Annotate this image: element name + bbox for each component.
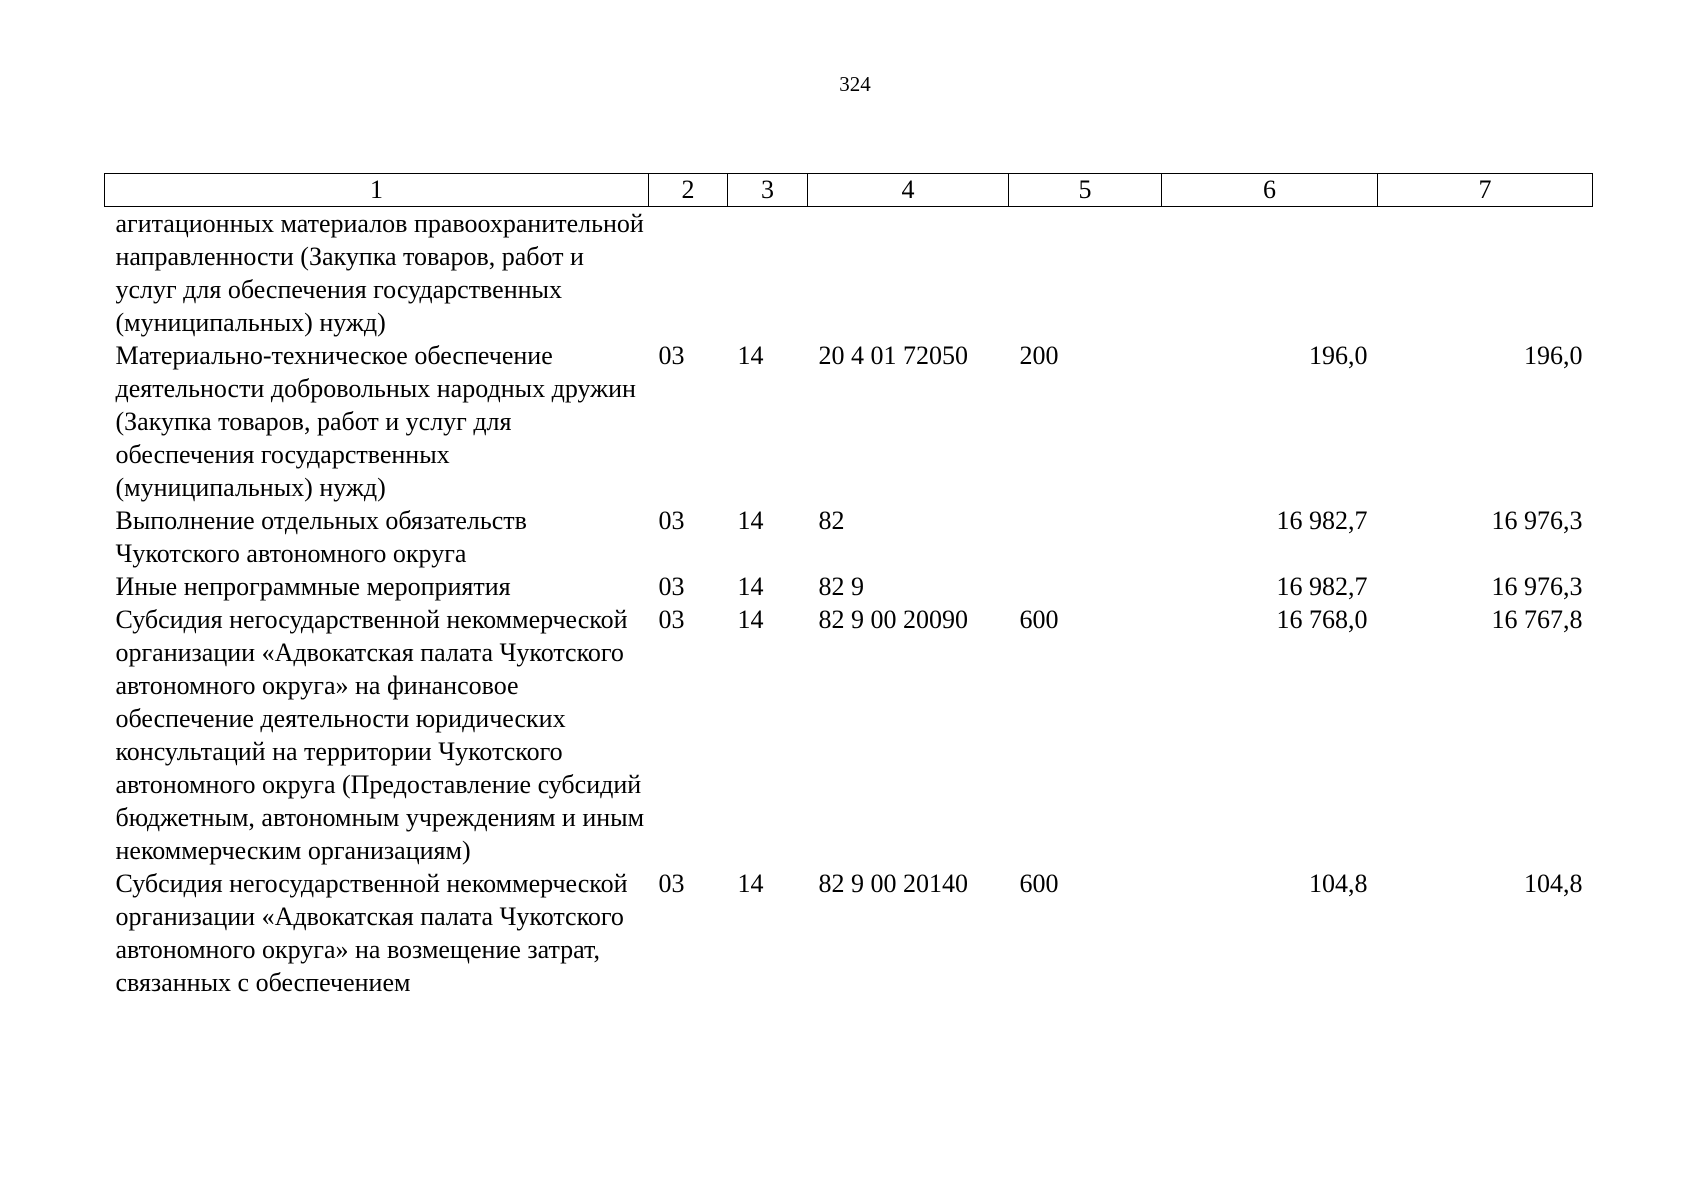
header-col-6: 6 bbox=[1162, 174, 1378, 207]
header-col-3: 3 bbox=[728, 174, 808, 207]
header-col-4: 4 bbox=[808, 174, 1009, 207]
row-target-article bbox=[808, 207, 1009, 340]
row-amount-col6: 196,0 bbox=[1309, 341, 1368, 370]
row-description: Выполнение отдельных обязательств Чукотского автономного округа bbox=[115, 506, 527, 568]
row-amount-col7: 16 976,3 bbox=[1491, 572, 1583, 601]
row-section bbox=[649, 207, 728, 340]
row-amount-col6 bbox=[1162, 207, 1378, 340]
budget-table bbox=[104, 173, 1593, 999]
row-amount-col6: 16 982,7 bbox=[1276, 506, 1368, 535]
row-amount-col7: 104,8 bbox=[1524, 869, 1583, 898]
row-target-article: 82 9 bbox=[818, 572, 864, 601]
table-header bbox=[105, 174, 1593, 207]
header-row bbox=[105, 174, 1593, 207]
row-expense-type: 200 bbox=[1019, 341, 1059, 370]
row-subsection: 14 bbox=[737, 869, 764, 898]
row-amount-col7: 16 976,3 bbox=[1491, 506, 1583, 535]
table-row bbox=[105, 339, 1593, 504]
table-row bbox=[105, 603, 1593, 867]
row-section: 03 bbox=[658, 869, 685, 898]
row-subsection: 14 bbox=[737, 605, 764, 634]
row-subsection: 14 bbox=[737, 506, 764, 535]
row-expense-type bbox=[1009, 570, 1162, 603]
row-expense-type: 600 bbox=[1019, 605, 1059, 634]
row-target-article: 82 9 00 20140 bbox=[818, 869, 968, 898]
table-row bbox=[105, 207, 1593, 340]
row-description: Субсидия негосударственной некоммерческой организации «Адвокатская палата Чукотского автономного округа» на возмещение затрат, связанных с обеспечением bbox=[115, 869, 628, 997]
row-description: Иные непрограммные мероприятия bbox=[115, 572, 511, 601]
row-target-article: 20 4 01 72050 bbox=[818, 341, 968, 370]
row-section: 03 bbox=[658, 506, 685, 535]
header-col-5: 5 bbox=[1009, 174, 1162, 207]
row-subsection: 14 bbox=[737, 572, 764, 601]
row-section: 03 bbox=[658, 341, 685, 370]
row-subsection bbox=[728, 207, 808, 340]
row-expense-type bbox=[1009, 504, 1162, 570]
row-amount-col6: 104,8 bbox=[1309, 869, 1368, 898]
table-body bbox=[105, 207, 1593, 1000]
header-col-2: 2 bbox=[649, 174, 728, 207]
row-subsection: 14 bbox=[737, 341, 764, 370]
row-description: Субсидия негосударственной некоммерческой организации «Адвокатская палата Чукотского автономного округа» на финансовое обеспечение деятельности юридических консультаций на территории Чукотского автономного округа (Предоставление субсидий бюджетным, автономным учреждениям и иным некоммерческим организациям) bbox=[115, 605, 645, 865]
row-expense-type bbox=[1009, 207, 1162, 340]
row-section: 03 bbox=[658, 605, 685, 634]
row-target-article: 82 bbox=[818, 506, 845, 535]
row-amount-col7: 16 767,8 bbox=[1491, 605, 1583, 634]
table-row bbox=[105, 504, 1593, 570]
row-section: 03 bbox=[658, 572, 685, 601]
row-amount-col6: 16 982,7 bbox=[1276, 572, 1368, 601]
header-col-7: 7 bbox=[1378, 174, 1593, 207]
row-description: агитационных материалов правоохранительной направленности (Закупка товаров, работ и услуг для обеспечения государственных (муниципальных) нужд) bbox=[115, 209, 644, 337]
row-expense-type: 600 bbox=[1019, 869, 1059, 898]
table-row bbox=[105, 570, 1593, 603]
header-col-1: 1 bbox=[105, 174, 649, 207]
row-target-article: 82 9 00 20090 bbox=[818, 605, 968, 634]
row-amount-col7: 196,0 bbox=[1524, 341, 1583, 370]
row-description: Материально-техническое обеспечение деятельности добровольных народных дружин (Закупка товаров, работ и услуг для обеспечения государственных (муниципальных) нужд) bbox=[115, 341, 636, 502]
row-amount-col6: 16 768,0 bbox=[1276, 605, 1368, 634]
page-number: 324 bbox=[839, 72, 871, 96]
row-amount-col7 bbox=[1378, 207, 1593, 340]
table-row bbox=[105, 867, 1593, 999]
